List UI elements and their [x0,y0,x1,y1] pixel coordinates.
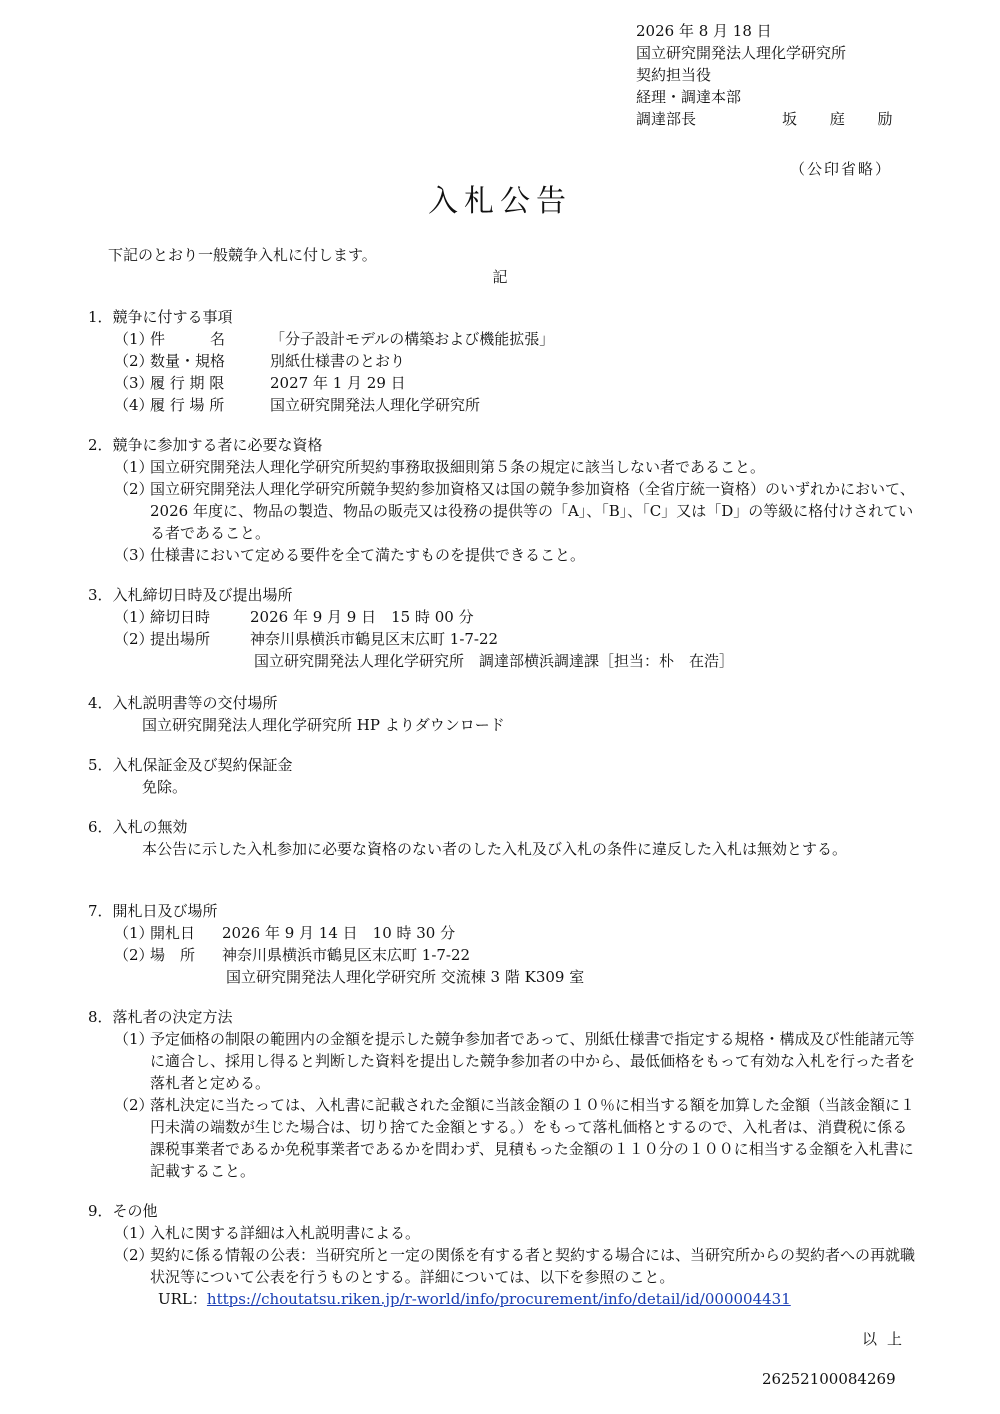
list-item: （4） 履 行 場 所 国立研究開発法人理化学研究所 [114,396,481,414]
issue-date: 2026 年 8 月 18 日 [636,22,772,40]
list-item: （2） 契約に係る情報の公表：当研究所と一定の関係を有する者と契約する場合には、当研究所からの契約者への再就職状況等について公表を行うものとする。詳細については、以下を参照のこと。 [114,1246,916,1286]
sender-role: 契約担当役 [636,66,712,84]
list-item: （2） 場 所 神奈川県横浜市鶴見区末広町 1-7-22 [114,946,471,964]
document-title: 入札公告 [428,184,572,219]
section-title: 3．入札締切日時及び提出場所 [88,586,293,604]
list-item: （2） 数量・規格 別紙仕様書のとおり [114,352,406,370]
deadline-value: 2026 年 9 月 9 日 15 時 00 分 [250,608,474,626]
ki-marker: 記 [492,268,508,286]
organization: 国立研究開発法人理化学研究所 [636,44,847,62]
section-9 [88,1200,918,1310]
section-title: 5．入札保証金及び契約保証金 [88,756,293,774]
list-item: （1） 国立研究開発法人理化学研究所契約事務取扱細則第５条の規定に該当しない者であること。 [114,458,766,476]
list-item: （3） 仕様書において定める要件を全て満たすものを提供できること。 [114,546,586,564]
section-title: 7．開札日及び場所 [88,902,218,920]
document-number: 26252100084269 [762,1370,896,1388]
sender-department: 経理・調達本部 [636,88,742,106]
section-7: 7．開札日及び場所 （1） 開札日 2026 年 9 月 14 日 10 時 30 分 （2） 場 所 神奈川県横浜市鶴見区末広町 1-7-22 国立研究開発法人理化学研究所 交流棟 3 階 K309 室 [88,900,918,988]
sender-name: 坂 庭 励 [782,110,907,128]
list-item: （2） 提出場所 神奈川県横浜市鶴見区末広町 1-7-22 [114,630,499,648]
seal-omitted-note: （公印省略） [790,160,893,178]
section-title: 6．入札の無効 [88,818,188,836]
sender-block [636,20,936,130]
list-item: （1） 入札に関する詳細は入札説明書による。 [114,1224,421,1242]
procurement-info-link[interactable]: https://choutatsu.riken.jp/r-world/info/procurement/info/detail/id/000004431 [206,1290,791,1308]
list-item: （1） 締切日時 2026 年 9 月 9 日 15 時 00 分 [114,608,474,626]
section-title: 1．競争に付する事項 [88,308,233,326]
sender-title: 調達部長 [636,110,697,128]
section-title: 2．競争に参加する者に必要な資格 [88,436,323,454]
section-title: 8．落札者の決定方法 [88,1008,233,1026]
section-6: 6．入札の無効 本公告に示した入札参加に必要な資格のない者のした入札及び入札の条件に違反した入札は無効とする。 [88,816,918,860]
section-1 [88,306,918,416]
list-item: （3） 履 行 期 限 2027 年 1 月 29 日 [114,374,406,392]
opening-date-value: 2026 年 9 月 14 日 10 時 30 分 [222,924,456,942]
closing-mark: 以上 [862,1330,913,1348]
section-title: 9．その他 [88,1202,158,1220]
list-item: （2） 落札決定に当たっては、入札書に記載された金額に当該金額の１０％に相当する額を加算した金額（当該金額に１円未満の端数が生じた場合は、切り捨てた金額とする。）をもって落札価格とするので、入札者は、消費税に係る課税事業者であるか免税事業者であるかを問わず、見積もった金額の１１０分の１００に相当する金額を入札書に記載すること。 [114,1096,916,1180]
list-item: （1） 開札日 2026 年 9 月 14 日 10 時 30 分 [114,924,456,942]
section-4: 4．入札説明書等の交付場所 国立研究開発法人理化学研究所 HP よりダウンロード [88,692,918,736]
item-name: 「分子設計モデルの構築および機能拡張」 [270,330,555,348]
section-2 [88,434,918,566]
list-item: （2） 国立研究開発法人理化学研究所競争契約参加資格又は国の競争参加資格（全省庁統一資格）のいずれかにおいて、2026 年度に、物品の製造、物品の販売又は役務の提供等の「A」、「B」、「C」又は「D」の等級に格付けされている者であること。 [114,480,915,542]
section-8 [88,1006,918,1182]
intro-text: 下記のとおり一般競争入札に付します。 [108,246,377,264]
list-item: （1） 件 名 「分子設計モデルの構築および機能拡張」 [114,330,555,348]
section-3: 3．入札締切日時及び提出場所 （1） 締切日時 2026 年 9 月 9 日 15 時 00 分 （2） 提出場所 神奈川県横浜市鶴見区末広町 1-7-22 国立研究開発法人理化学研究所 調達部横浜調達課［担当：朴 在浩］ [88,584,918,672]
section-title: 4．入札説明書等の交付場所 [88,694,278,712]
list-item: （1） 予定価格の制限の範囲内の金額を提示した競争参加者であって、別紙仕様書で指定する規格・構成及び性能諸元等に適合し、採用し得ると判断した資料を提出した競争参加者の中から、最低価格をもって有効な入札を行った者を落札者と定める。 [114,1030,916,1092]
section-5: 5．入札保証金及び契約保証金 免除。 [88,754,918,798]
url-label: URL： [158,1290,207,1308]
